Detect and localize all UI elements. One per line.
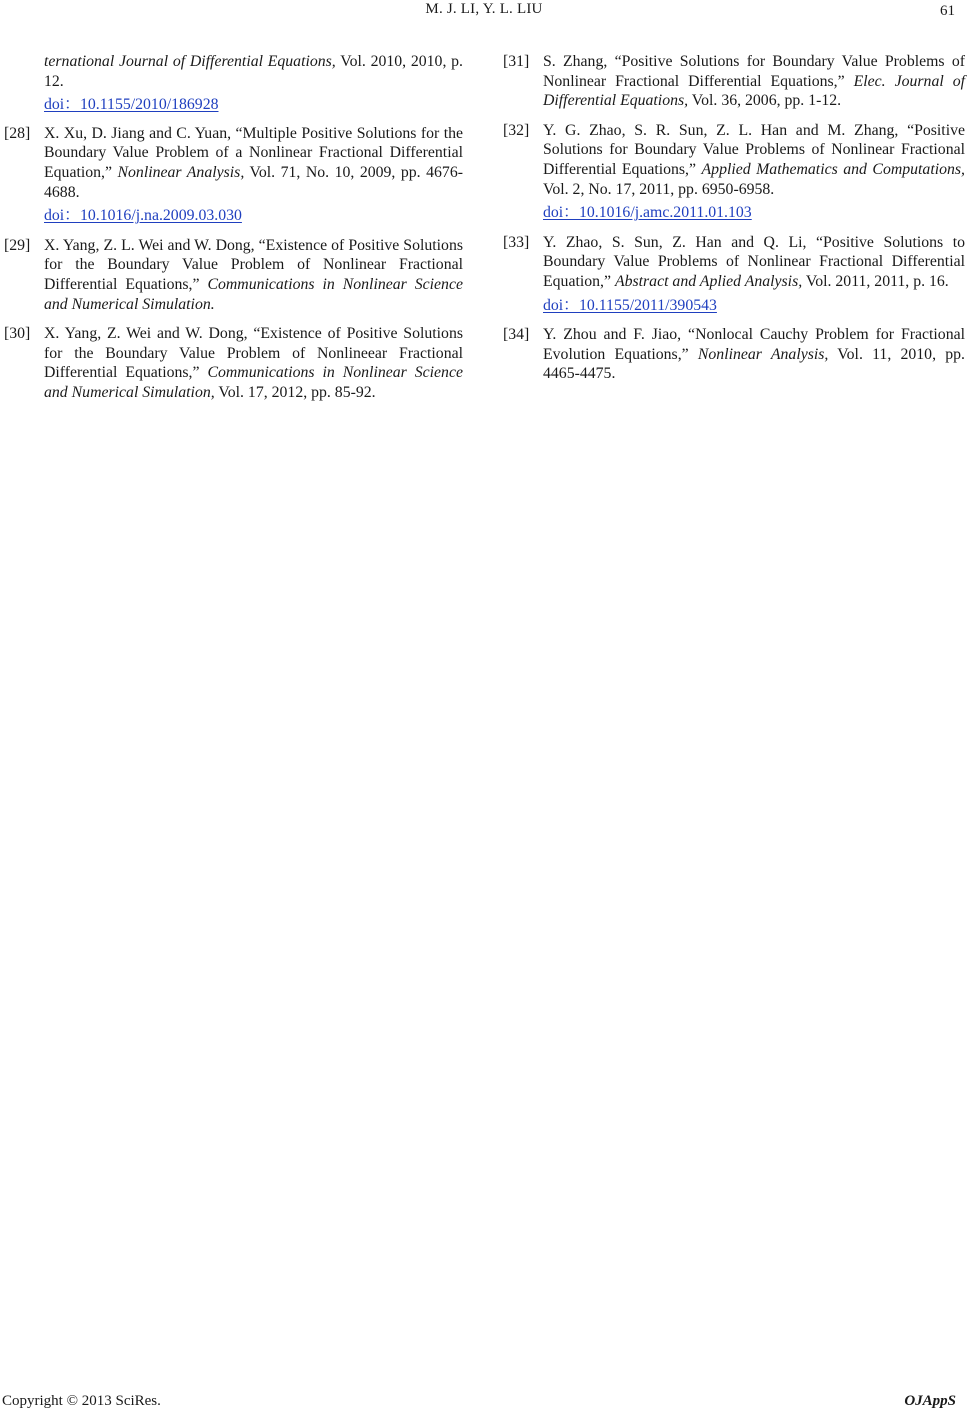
reference-details: Vol. 2, No. 17, 2011, pp. 6950-6958. [543,180,775,198]
reference-journal: Communications in Nonlinear Science and Numerical Simulation. [44,275,463,313]
reference-body [543,121,965,199]
reference-details: Vol. 36, 2006, pp. 1-12. [688,92,842,110]
reference-journal: Nonlinear Analysis, [117,163,245,181]
doi-link[interactable]: doi：10.1016/j.na.2009.03.030 [44,207,242,225]
reference-29 [4,236,463,314]
reference-text: Y. Zhao, S. Sun, Z. Han and Q. Li, “Positive Solutions to Boundary Value Problems of Nonlinear Fractional Differential Equation,” [543,233,965,290]
reference-32 [503,121,965,223]
reference-body [44,124,463,202]
copyright-notice: Copyright © 2013 SciRes. [2,1393,161,1409]
right-column [503,52,965,394]
reference-journal: Communications in Nonlinear Science and Numerical Simulation, [44,364,463,401]
reference-journal: Nonlinear Analysis, [697,345,829,363]
reference-number: [29] [4,236,31,254]
reference-number: [33] [503,233,530,251]
reference-text: S. Zhang, “Positive Solutions for Boundary Value Problems of Nonlinear Fractional Differential Equations,” [543,53,965,90]
reference-body [44,236,463,314]
reference-number: [31] [503,53,530,70]
page-header [0,0,968,28]
page-footer [0,1393,968,1413]
reference-details: Vol. 2011, 2011, p. 16. [802,272,949,290]
reference-journal: Abstract and Aplied Analysis, [614,272,803,290]
doi-link[interactable]: doi：10.1016/j.amc.2011.01.103 [543,204,752,222]
reference-journal: ternational Journal of Differential Equations, [44,53,336,70]
reference-body [44,52,463,91]
reference-details: Vol. 11, 2010, pp. 4465-4475. [543,345,965,383]
reference-33 [503,233,965,315]
reference-journal: Elec. Journal of Differential Equations, [543,72,965,110]
reference-text: Y. G. Zhao, S. R. Sun, Z. L. Han and M. Zhang, “Positive Solutions for Boundary Value Problems of Nonlinear Fractional Differential Equations,” [543,121,965,178]
running-head: M. J. LI, Y. L. LIU [425,1,543,17]
reference-body [543,233,965,292]
reference-body [543,325,965,384]
reference-34 [503,325,965,384]
reference-details: Vol. 17, 2012, pp. 85-92. [214,383,376,401]
reference-text: X. Yang, Z. Wei and W. Dong, “Existence of Positive Solutions for the Boundary Value Problem of Nonlineear Fractional Differential Equations,” [44,325,463,382]
reference-details: Vol. 71, No. 10, 2009, pp. 4676-4688. [44,163,463,201]
reference-30 [4,324,463,402]
journal-abbreviation: OJAppS [904,1393,956,1409]
reference-number: [34] [503,326,530,344]
reference-28 [4,124,463,226]
reference-body [543,52,965,111]
reference-number: [32] [503,121,530,139]
reference-details: Vol. 2010, 2010, p. 12. [44,53,463,90]
page-number: 61 [940,3,955,19]
reference-text: X. Yang, Z. L. Wei and W. Dong, “Existence of Positive Solutions for the Boundary Value Problem of Nonlinear Fractional Differential Equations,” [44,236,463,293]
left-column [4,52,463,413]
reference-journal: Applied Mathematics and Computations, [701,160,966,178]
reference-body [44,324,463,402]
reference-number: [30] [4,325,31,343]
reference-text: X. Xu, D. Jiang and C. Yuan, “Multiple Positive Solutions for the Boundary Value Problem of a Nonlinear Fractional Differential Equation,” [44,124,463,181]
reference-text: Y. Zhou and F. Jiao, “Nonlocal Cauchy Problem for Fractional Evolution Equations,” [543,326,965,363]
reference-number: [28] [4,124,31,142]
reference-continued [4,52,463,115]
reference-31 [503,52,965,111]
doi-link[interactable]: doi：10.1155/2011/390543 [543,296,717,314]
doi-link[interactable]: doi：10.1155/2010/186928 [44,96,219,114]
